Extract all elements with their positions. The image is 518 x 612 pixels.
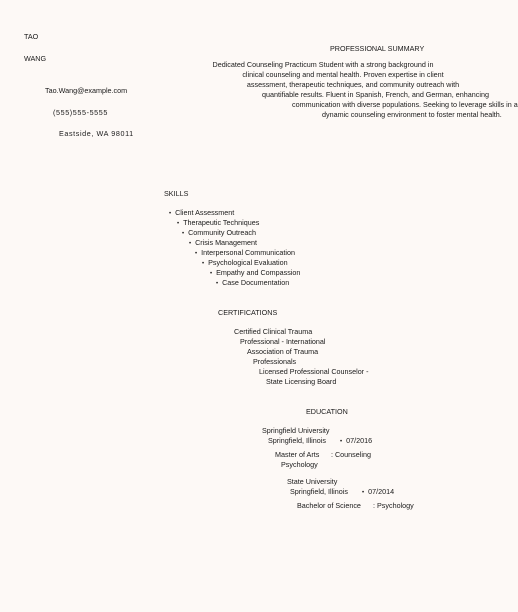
education-field-cont: Psychology xyxy=(281,460,318,469)
education-field: : Psychology xyxy=(373,501,414,510)
summary-line: Dedicated Counseling Practicum Student with a strong background in xyxy=(212,60,434,69)
certifications-heading: CERTIFICATIONS xyxy=(218,308,278,317)
education-date: • 07/2016 xyxy=(340,436,372,446)
skills-heading: SKILLS xyxy=(164,189,189,198)
education-heading: EDUCATION xyxy=(306,407,348,416)
address: Eastside, WA 98011 xyxy=(59,129,134,138)
education-degree: Master of Arts xyxy=(275,450,320,459)
summary-line: dynamic counseling environment to foster mental health. xyxy=(322,110,502,119)
certification-line: Professional - International xyxy=(240,337,326,346)
education-location: Springfield, Illinois xyxy=(290,487,348,496)
education-degree: Bachelor of Science xyxy=(297,501,361,510)
summary-text xyxy=(212,60,518,120)
skill-item: • Client Assessment xyxy=(169,208,234,218)
summary-line: communication with diverse populations. Seeking to leverage skills in a xyxy=(292,100,518,109)
first-name: TAO xyxy=(24,32,39,41)
summary-heading: PROFESSIONAL SUMMARY xyxy=(330,44,425,53)
summary-line: clinical counseling and mental health. Proven expertise in client xyxy=(242,70,444,79)
education-location: Springfield, Illinois xyxy=(268,436,326,445)
education-date: • 07/2014 xyxy=(362,487,394,497)
last-name: WANG xyxy=(24,54,47,63)
education-school: State University xyxy=(287,477,338,486)
skill-item: • Empathy and Compassion xyxy=(210,268,300,278)
skill-item: • Interpersonal Communication xyxy=(195,248,295,258)
skill-item: • Case Documentation xyxy=(216,278,289,288)
education-school: Springfield University xyxy=(262,426,330,435)
phone: (555)555-5555 xyxy=(53,108,108,117)
certification-line: Certified Clinical Trauma xyxy=(234,327,313,336)
certification-line: Professionals xyxy=(253,357,297,366)
certification-line: State Licensing Board xyxy=(266,377,337,386)
skill-item: • Community Outreach xyxy=(182,228,256,238)
education-field: : Counseling xyxy=(331,450,371,459)
skill-item: • Therapeutic Techniques xyxy=(177,218,259,228)
summary-line: quantifiable results. Fluent in Spanish, French, and German, enhancing xyxy=(262,90,489,99)
email: Tao.Wang@example.com xyxy=(45,86,128,95)
certification-line: Licensed Professional Counselor - xyxy=(259,367,369,376)
skill-item: • Psychological Evaluation xyxy=(202,258,288,268)
summary-line: assessment, therapeutic techniques, and community outreach with xyxy=(246,80,460,89)
certification-line: Association of Trauma xyxy=(247,347,319,356)
skill-item: • Crisis Management xyxy=(189,238,257,248)
